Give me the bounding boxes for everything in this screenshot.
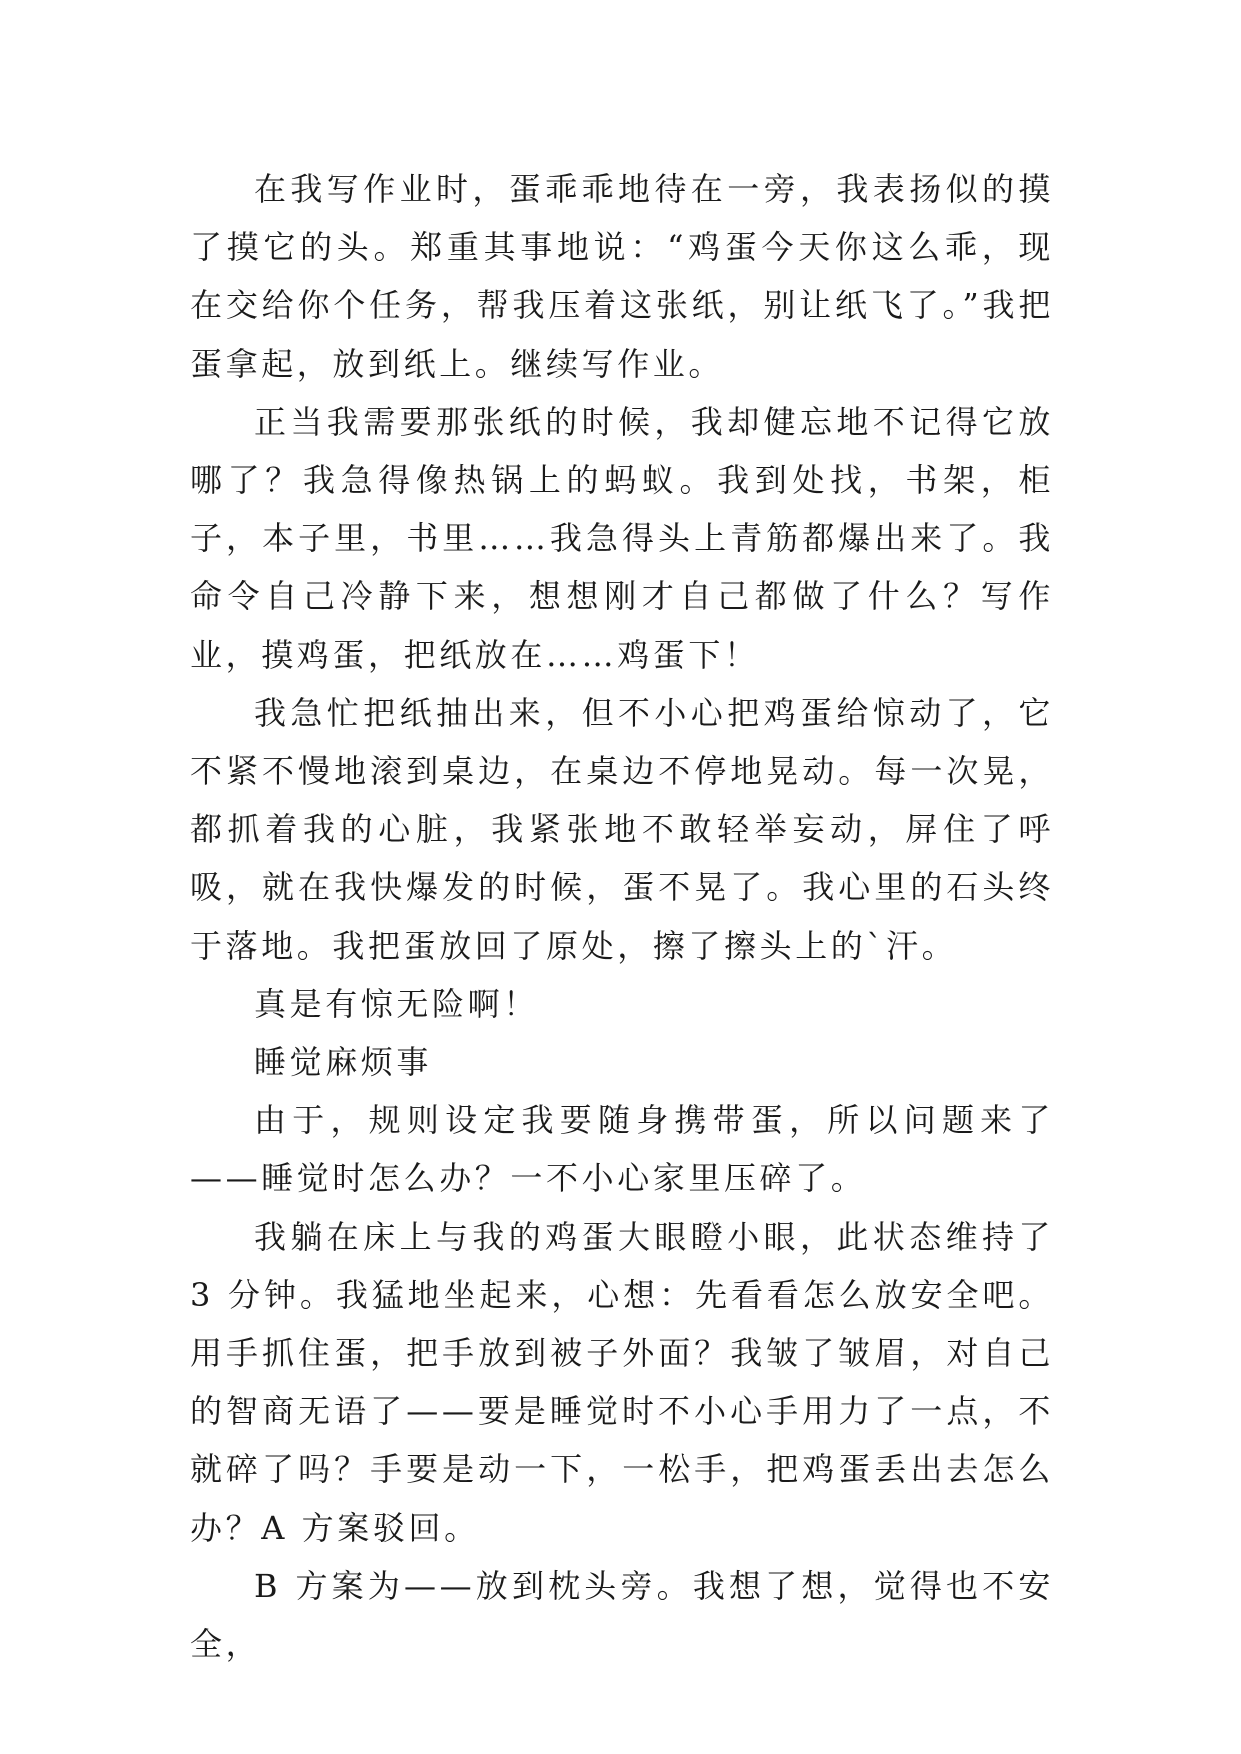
paragraph-4: 真是有惊无险啊！ [254, 984, 539, 1023]
document-body [190, 160, 1054, 1673]
paragraph-3: 我急忙把纸抽出来，但不小心把鸡蛋给惊动了，它不紧不慢地滚到桌边，在桌边不停地晃动。每一次晃，都抓着我的心脏，我紧张地不敢轻举妄动，屏住了呼吸，就在我快爆发的时候，蛋不晃了。我心里的石头终于落地。我把蛋放回了原处，擦了擦头上的`汗。 [190, 693, 1054, 965]
paragraph-7: B 方案为——放到枕头旁。我想了想，觉得也不安全， [190, 1566, 1054, 1664]
paragraph-6: 我躺在床上与我的鸡蛋大眼瞪小眼，此状态维持了 3 分钟。我猛地坐起来，心想：先看看怎么放安全吧。用手抓住蛋，把手放到被子外面？我皱了皱眉，对自己的智商无语了——要是睡觉时不小心手用力了一点，不就碎了吗？手要是动一下，一松手，把鸡蛋丢出去怎么办？A 方案驳回。 [190, 1217, 1054, 1547]
section-heading: 睡觉麻烦事 [254, 1043, 433, 1082]
paragraph-2: 正当我需要那张纸的时候，我却健忘地不记得它放哪了？我急得像热锅上的蚂蚁。我到处找，书架，柜子，本子里，书里……我急得头上青筋都爆出来了。我命令自己冷静下来，想想刚才自己都做了什么？写作业，摸鸡蛋，把纸放在……鸡蛋下！ [190, 402, 1054, 674]
paragraph-5: 由于，规则设定我要随身携带蛋，所以问题来了——睡觉时怎么办？一不小心家里压碎了。 [190, 1101, 1054, 1198]
paragraph-1: 在我写作业时，蛋乖乖地待在一旁，我表扬似的摸了摸它的头。郑重其事地说：“鸡蛋今天你这么乖，现在交给你个任务，帮我压着这张纸，别让纸飞了。”我把蛋拿起，放到纸上。继续写作业。 [190, 170, 1054, 383]
